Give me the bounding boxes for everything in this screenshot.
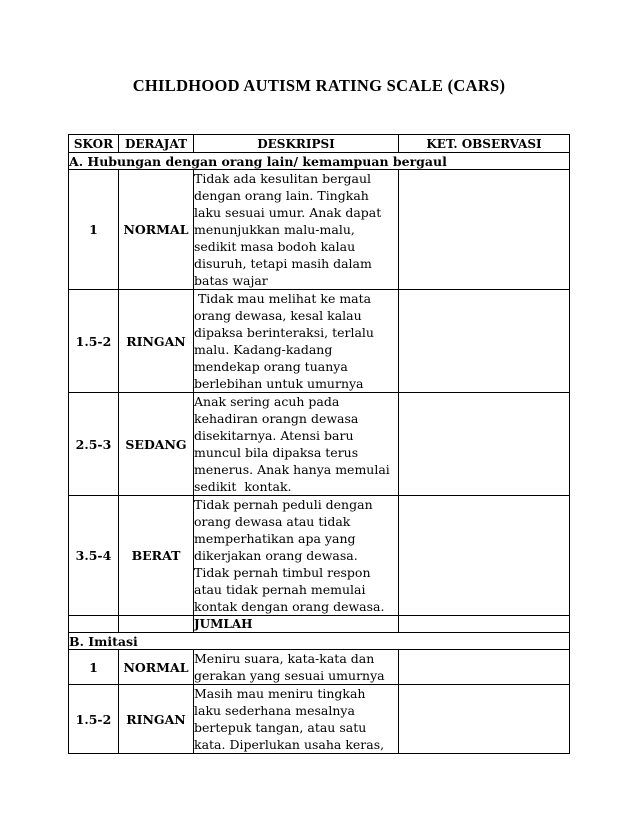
description-line: Tidak ada kesulitan bergaul <box>194 171 372 186</box>
total-label: JUMLAH <box>194 616 399 633</box>
section-b-row <box>69 633 570 650</box>
description-line: Tidak pernah peduli dengan <box>194 497 373 512</box>
level-cell: NORMAL <box>119 650 194 685</box>
description-cell <box>194 170 399 290</box>
description-line: berlebihan untuk umurnya <box>194 376 364 391</box>
description-line: dikerjakan orang dewasa. <box>194 548 358 563</box>
observation-cell <box>399 496 570 616</box>
description-line: bertepuk tangan, atau satu <box>194 720 367 735</box>
observation-cell <box>399 393 570 496</box>
description-line: Anak sering acuh pada <box>194 394 340 409</box>
header-level: DERAJAT <box>119 135 194 153</box>
total-observation-cell <box>399 616 570 633</box>
header-score: SKOR <box>69 135 119 153</box>
description-line: batas wajar <box>194 273 268 288</box>
description-line: Tidak mau melihat ke mata <box>194 291 372 306</box>
cars-table <box>68 134 570 754</box>
table-row <box>69 685 570 754</box>
description-line: disuruh, tetapi masih dalam <box>194 256 372 271</box>
description-line: orang dewasa, kesal kalau <box>194 308 362 323</box>
description-line: menerus. Anak hanya memulai <box>194 462 390 477</box>
description-cell <box>194 393 399 496</box>
score-cell: 1 <box>69 650 119 685</box>
description-cell <box>194 685 399 754</box>
description-line: sedikit masa bodoh kalau <box>194 239 356 254</box>
header-observation: KET. OBSERVASI <box>399 135 570 153</box>
empty-cell <box>119 616 194 633</box>
score-cell: 2.5-3 <box>69 393 119 496</box>
description-cell <box>194 290 399 393</box>
table-row <box>69 170 570 290</box>
level-cell: BERAT <box>119 496 194 616</box>
section-a-row <box>69 153 570 170</box>
description-line: Meniru suara, kata-kata dan <box>194 651 375 666</box>
header-row <box>69 135 570 153</box>
description-line: atau tidak pernah memulai <box>194 582 366 597</box>
header-description: DESKRIPSI <box>194 135 399 153</box>
section-a-title: A. Hubungan dengan orang lain/ kemampuan bergaul <box>69 153 570 170</box>
description-line: laku sesuai umur. Anak dapat <box>194 205 382 220</box>
observation-cell <box>399 170 570 290</box>
document-title: CHILDHOOD AUTISM RATING SCALE (CARS) <box>132 76 506 95</box>
total-row <box>69 616 570 633</box>
description-cell <box>194 650 399 685</box>
score-cell: 3.5-4 <box>69 496 119 616</box>
description-line: memperhatikan apa yang <box>194 531 356 546</box>
description-line: laku sederhana mesalnya <box>194 703 355 718</box>
table-row <box>69 290 570 393</box>
observation-cell <box>399 650 570 685</box>
level-cell: RINGAN <box>119 290 194 393</box>
description-line: dipaksa berinteraksi, terlalu <box>194 325 374 340</box>
level-cell: SEDANG <box>119 393 194 496</box>
description-cell <box>194 496 399 616</box>
description-line: orang dewasa atau tidak <box>194 514 351 529</box>
description-line: sedikit kontak. <box>194 479 292 494</box>
description-line: mendekap orang tuanya <box>194 359 348 374</box>
level-cell: RINGAN <box>119 685 194 754</box>
section-b-title: B. Imitasi <box>69 633 570 650</box>
observation-cell <box>399 685 570 754</box>
description-line: kontak dengan orang dewasa. <box>194 599 385 614</box>
description-line: kehadiran orangn dewasa <box>194 411 359 426</box>
observation-cell <box>399 290 570 393</box>
description-line: Masih mau meniru tingkah <box>194 686 366 701</box>
description-line: dengan orang lain. Tingkah <box>194 188 369 203</box>
score-cell: 1 <box>69 170 119 290</box>
description-line: kata. Diperlukan usaha keras, <box>194 737 385 752</box>
table-row <box>69 650 570 685</box>
description-line: disekitarnya. Atensi baru <box>194 428 354 443</box>
description-line: menunjukkan malu-malu, <box>194 222 355 237</box>
score-cell: 1.5-2 <box>69 290 119 393</box>
level-cell: NORMAL <box>119 170 194 290</box>
table-row <box>69 393 570 496</box>
description-line: muncul bila dipaksa terus <box>194 445 359 460</box>
score-cell: 1.5-2 <box>69 685 119 754</box>
description-line: gerakan yang sesuai umurnya <box>194 668 385 683</box>
description-line: malu. Kadang-kadang <box>194 342 333 357</box>
empty-cell <box>69 616 119 633</box>
table-row <box>69 496 570 616</box>
description-line: Tidak pernah timbul respon <box>194 565 371 580</box>
